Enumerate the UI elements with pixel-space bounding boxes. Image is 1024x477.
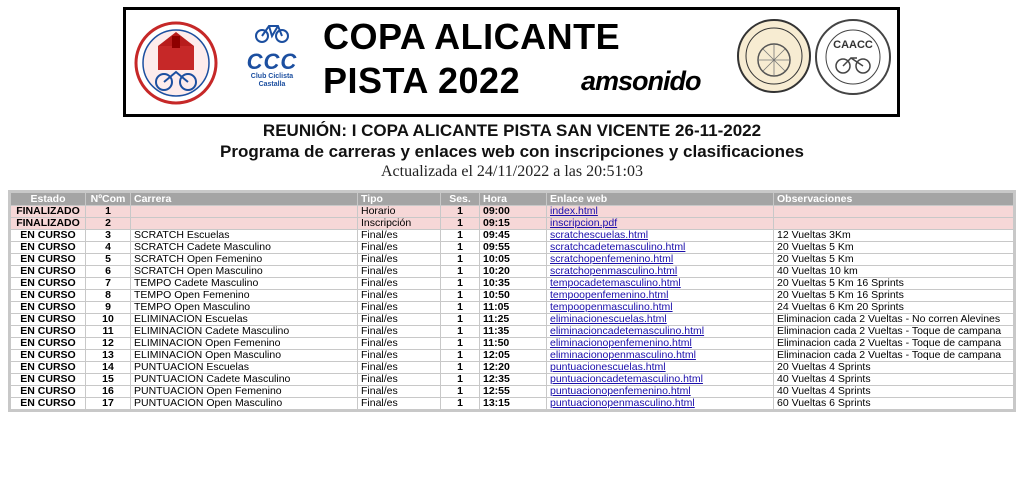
row-estado: EN CURSO xyxy=(11,278,85,289)
row-ses: 1 xyxy=(441,230,479,241)
row-link[interactable]: eliminacionopenmasculino.html xyxy=(547,350,773,361)
row-tipo: Final/es xyxy=(358,230,440,241)
program-subtitle: Programa de carreras y enlaces web con inscripciones y clasificaciones xyxy=(220,142,804,161)
row-ses: 1 xyxy=(441,242,479,253)
row-ses: 1 xyxy=(441,374,479,385)
row-obs: 24 Vueltas 6 Km 20 Sprints xyxy=(774,302,1013,313)
table-row xyxy=(11,350,1013,361)
row-carrera: SCRATCH Cadete Masculino xyxy=(131,242,357,253)
sponsor-logo: amsonido xyxy=(581,66,701,96)
row-hora: 09:15 xyxy=(480,218,546,229)
banner-title-line1: COPA ALICANTE xyxy=(323,16,621,57)
row-estado: EN CURSO xyxy=(11,290,85,301)
row-obs xyxy=(774,218,1013,229)
row-estado: EN CURSO xyxy=(11,266,85,277)
table-row xyxy=(11,230,1013,241)
row-obs: 40 Vueltas 4 Sprints xyxy=(774,374,1013,385)
row-obs: 20 Vueltas 5 Km xyxy=(774,254,1013,265)
club-ciclista-castalla-logo xyxy=(236,22,308,106)
bicycle-icon xyxy=(254,22,290,44)
row-ses: 1 xyxy=(441,302,479,313)
row-link[interactable]: tempocadetemasculino.html xyxy=(547,278,773,289)
row-hora: 11:50 xyxy=(480,338,546,349)
col-tipo: Tipo xyxy=(358,193,440,205)
row-ses: 1 xyxy=(441,206,479,217)
row-num: 6 xyxy=(86,266,130,277)
row-link[interactable]: puntuacionopenfemenino.html xyxy=(547,386,773,397)
row-carrera: TEMPO Cadete Masculino xyxy=(131,278,357,289)
row-estado: FINALIZADO xyxy=(11,206,85,217)
row-estado: EN CURSO xyxy=(11,230,85,241)
col-observaciones: Observaciones xyxy=(774,193,1013,205)
row-tipo: Final/es xyxy=(358,398,440,409)
row-estado: EN CURSO xyxy=(11,302,85,313)
table-row xyxy=(11,242,1013,253)
row-tipo: Horario xyxy=(358,206,440,217)
row-link[interactable]: scratchopenfemenino.html xyxy=(547,254,773,265)
row-ses: 1 xyxy=(441,326,479,337)
row-num: 16 xyxy=(86,386,130,397)
row-obs: 12 Vueltas 3Km xyxy=(774,230,1013,241)
row-carrera: ELIMINACIÓN Escuelas xyxy=(131,314,357,325)
row-link[interactable]: puntuacionescuelas.html xyxy=(547,362,773,373)
row-link[interactable]: scratchescuelas.html xyxy=(547,230,773,241)
row-hora: 11:25 xyxy=(480,314,546,325)
row-tipo: Final/es xyxy=(358,290,440,301)
row-num: 7 xyxy=(86,278,130,289)
row-hora: 12:55 xyxy=(480,386,546,397)
row-carrera: SCRATCH Open Masculino xyxy=(131,266,357,277)
table-row xyxy=(11,362,1013,373)
row-ses: 1 xyxy=(441,218,479,229)
row-num: 1 xyxy=(86,206,130,217)
row-num: 8 xyxy=(86,290,130,301)
row-hora: 09:00 xyxy=(480,206,546,217)
svg-text:CAACC: CAACC xyxy=(833,39,873,51)
table-row xyxy=(11,302,1013,313)
row-num: 10 xyxy=(86,314,130,325)
row-tipo: Final/es xyxy=(358,326,440,337)
col-hora: Hora xyxy=(480,193,546,205)
row-carrera: PUNTUACIÓN Cadete Masculino xyxy=(131,374,357,385)
row-hora: 10:05 xyxy=(480,254,546,265)
row-hora: 12:20 xyxy=(480,362,546,373)
row-hora: 13:15 xyxy=(480,398,546,409)
col-enlace: Enlace web xyxy=(547,193,773,205)
row-obs: Eliminacion cada 2 Vueltas - Toque de campana xyxy=(774,326,1013,337)
club-ciclista-seal-logo xyxy=(736,18,812,94)
row-hora: 10:50 xyxy=(480,290,546,301)
meeting-title: REUNIÓN: I COPA ALICANTE PISTA SAN VICENTE 26-11-2022 xyxy=(262,121,762,140)
col-carrera: Carrera xyxy=(131,193,357,205)
row-link[interactable]: inscripcion.pdf xyxy=(547,218,773,229)
row-carrera: PUNTUACIÓN Escuelas xyxy=(131,362,357,373)
table-row xyxy=(11,338,1013,349)
row-hora: 10:35 xyxy=(480,278,546,289)
row-carrera: SCRATCH Escuelas xyxy=(131,230,357,241)
row-hora: 11:35 xyxy=(480,326,546,337)
row-carrera: PUNTUACIÓN Open Masculino xyxy=(131,398,357,409)
row-hora: 12:05 xyxy=(480,350,546,361)
row-tipo: Final/es xyxy=(358,386,440,397)
row-num: 3 xyxy=(86,230,130,241)
row-estado: EN CURSO xyxy=(11,338,85,349)
row-ses: 1 xyxy=(441,266,479,277)
row-link[interactable]: tempoopenfemenino.html xyxy=(547,290,773,301)
row-tipo: Final/es xyxy=(358,362,440,373)
row-obs: Eliminacion cada 2 Vueltas - Toque de campana xyxy=(774,338,1013,349)
table-body xyxy=(11,206,1013,409)
row-hora: 09:45 xyxy=(480,230,546,241)
race-program-table xyxy=(8,190,1016,412)
row-estado: EN CURSO xyxy=(11,398,85,409)
row-num: 17 xyxy=(86,398,130,409)
row-link[interactable]: puntuacionopenmasculino.html xyxy=(547,398,773,409)
row-num: 11 xyxy=(86,326,130,337)
row-tipo: Final/es xyxy=(358,266,440,277)
row-estado: EN CURSO xyxy=(11,350,85,361)
row-obs: Eliminacion cada 2 Vueltas - No corren Alevines xyxy=(774,314,1013,325)
col-estado: Estado xyxy=(11,193,85,205)
row-obs: 40 Vueltas 4 Sprints xyxy=(774,386,1013,397)
row-obs: 20 Vueltas 4 Sprints xyxy=(774,362,1013,373)
row-num: 9 xyxy=(86,302,130,313)
row-carrera: TEMPO Open Femenino xyxy=(131,290,357,301)
row-ses: 1 xyxy=(441,350,479,361)
row-num: 13 xyxy=(86,350,130,361)
row-estado: EN CURSO xyxy=(11,254,85,265)
row-ses: 1 xyxy=(441,338,479,349)
table-row xyxy=(11,326,1013,337)
row-link[interactable]: scratchopenmasculino.html xyxy=(547,266,773,277)
row-estado: EN CURSO xyxy=(11,326,85,337)
table-row xyxy=(11,398,1013,409)
ccc-wordmark: CCC xyxy=(246,49,298,74)
row-obs: 60 Vueltas 6 Sprints xyxy=(774,398,1013,409)
row-link[interactable]: index.html xyxy=(547,206,773,217)
table-row xyxy=(11,266,1013,277)
row-estado: EN CURSO xyxy=(11,386,85,397)
row-obs: 40 Vueltas 10 km xyxy=(774,266,1013,277)
row-num: 4 xyxy=(86,242,130,253)
row-obs: 20 Vueltas 5 Km 16 Sprints xyxy=(774,278,1013,289)
table-row xyxy=(11,218,1013,229)
row-hora: 12:35 xyxy=(480,374,546,385)
row-ses: 1 xyxy=(441,290,479,301)
table-header-row xyxy=(11,193,1013,205)
row-obs: 20 Vueltas 5 Km 16 Sprints xyxy=(774,290,1013,301)
row-num: 15 xyxy=(86,374,130,385)
row-carrera: ELIMINACIÓN Cadete Masculino xyxy=(131,326,357,337)
caacc-seal-logo xyxy=(814,18,892,96)
row-tipo: Final/es xyxy=(358,350,440,361)
table-row xyxy=(11,314,1013,325)
row-carrera: PUNTUACIÓN Open Femenino xyxy=(131,386,357,397)
row-estado: EN CURSO xyxy=(11,314,85,325)
row-link[interactable]: eliminacionescuelas.html xyxy=(547,314,773,325)
table-row xyxy=(11,290,1013,301)
row-num: 5 xyxy=(86,254,130,265)
row-tipo: Final/es xyxy=(358,302,440,313)
row-carrera xyxy=(131,206,357,217)
table-row xyxy=(11,386,1013,397)
row-carrera: TEMPO Open Masculino xyxy=(131,302,357,313)
row-link[interactable]: scratchcadetemasculino.html xyxy=(547,242,773,253)
row-ses: 1 xyxy=(441,386,479,397)
row-estado: EN CURSO xyxy=(11,242,85,253)
row-ses: 1 xyxy=(441,362,479,373)
row-obs: 20 Vueltas 5 Km xyxy=(774,242,1013,253)
row-link[interactable]: tempoopenmasculino.html xyxy=(547,302,773,313)
row-ses: 1 xyxy=(441,398,479,409)
row-num: 2 xyxy=(86,218,130,229)
table-row xyxy=(11,278,1013,289)
row-num: 14 xyxy=(86,362,130,373)
row-obs: Eliminacion cada 2 Vueltas - Toque de campana xyxy=(774,350,1013,361)
table-row xyxy=(11,206,1013,217)
row-tipo: Final/es xyxy=(358,254,440,265)
row-hora: 11:05 xyxy=(480,302,546,313)
row-carrera: ELIMINACIÓN Open Femenino xyxy=(131,338,357,349)
row-link[interactable]: eliminacioncadetemasculino.html xyxy=(547,326,773,337)
row-link[interactable]: puntuacioncadetemasculino.html xyxy=(547,374,773,385)
last-updated: Actualizada el 24/11/2022 a las 20:51:03 xyxy=(380,163,643,180)
row-num: 12 xyxy=(86,338,130,349)
row-tipo: Final/es xyxy=(358,242,440,253)
row-carrera: SCRATCH Open Femenino xyxy=(131,254,357,265)
row-carrera: ELIMINACIÓN Open Masculino xyxy=(131,350,357,361)
row-ses: 1 xyxy=(441,254,479,265)
row-ses: 1 xyxy=(441,314,479,325)
ccc-town-label: Castalla xyxy=(258,81,286,88)
row-tipo: Final/es xyxy=(358,374,440,385)
row-tipo: Inscripción xyxy=(358,218,440,229)
row-link[interactable]: eliminacionopenfemenino.html xyxy=(547,338,773,349)
row-hora: 09:55 xyxy=(480,242,546,253)
col-ses: Ses. xyxy=(441,193,479,205)
row-carrera xyxy=(131,218,357,229)
banner-title-line2: PISTA 2022 xyxy=(323,60,521,101)
row-tipo: Final/es xyxy=(358,338,440,349)
row-tipo: Final/es xyxy=(358,314,440,325)
row-hora: 10:20 xyxy=(480,266,546,277)
row-estado: EN CURSO xyxy=(11,374,85,385)
row-estado: EN CURSO xyxy=(11,362,85,373)
row-tipo: Final/es xyxy=(358,278,440,289)
event-banner xyxy=(123,7,900,117)
row-obs xyxy=(774,206,1013,217)
table-row xyxy=(11,374,1013,385)
table-row xyxy=(11,254,1013,265)
ccc-club-label: Club Ciclista xyxy=(250,73,294,80)
union-ciclista-logo xyxy=(134,16,218,110)
row-ses: 1 xyxy=(441,278,479,289)
col-num: NºCom xyxy=(86,193,130,205)
row-estado: FINALIZADO xyxy=(11,218,85,229)
